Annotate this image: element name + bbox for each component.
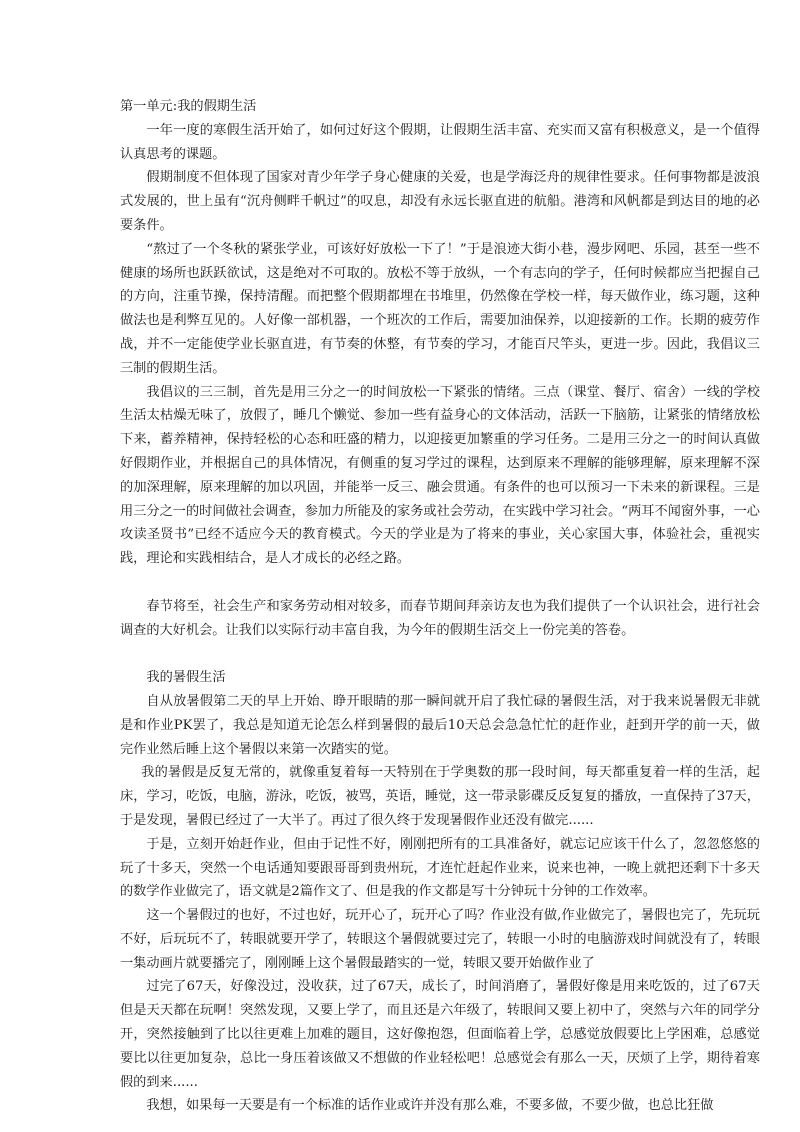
paragraph: 假期制度不但体现了国家对青少年学子身心健康的关爱，也是学海泛舟的规律性要求。任何事物都是波浪式发展的，世上虽有“沉舟侧畔千帆过”的叹息，却没有永远长驱直进的航船。港湾和风帆都是到达目的地的必要条件。 <box>120 170 760 233</box>
paragraph: 我倡议的三三制，首先是用三分之一的时间放松一下紧张的情绪。三点（课堂、餐厅、宿舍）一线的学校生活太枯燥无味了，放假了，睡几个懒觉、参加一些有益身心的文体活动，活跃一下脑筋，让紧张的情绪放松下来，蓄养精神，保持轻松的心态和旺盛的精力，以迎接更加繁重的学习任务。二是用三分之一的时间认真做好假期作业，并根据自己的具体情况，有侧重的复习学过的课程，达到原来不理解的能够理解，原来理解不深的加深理解，原来理解的加以巩固，并能举一反三、融会贯通。有条件的也可以预习一下未来的新课程。三是用三分之一的时间做社会调查，参加力所能及的家务或社会劳动，在实践中学习社会。“两耳不闻窗外事，一心攻读圣贤书”已经不适应今天的教育模式。今天的学业是为了将来的事业，关心家国大事，体验社会，重视实践，理论和实践相结合，是人才成长的必经之路。 <box>120 384 760 567</box>
paragraph: 过完了67天，好像没过，没收获，过了67天，成长了，时间消磨了，暑假好像是用来吃饭的，过了67天但是天天都在玩啊！突然发现，又要上学了，而且还是六年级了，转眼间又要上初中了，突然与六年的同学分开，突然接触到了比以往更难上加难的题目，这好像抱怨，但面临着上学，总感觉放假要比上学困难，总感觉要比以往更加复杂，总比一身压着该做又不想做的作业轻松吧！总感觉会有那么一天，厌烦了上学，期待着寒假的到来...... <box>120 979 760 1090</box>
paragraph: 春节将至，社会生产和家务劳动相对较多，而春节期间拜亲访友也为我们提供了一个认识社会，进行社会调查的大好机会。让我们以实际行动丰富自我，为今年的假期生活交上一份完美的答卷。 <box>120 598 760 638</box>
spacer <box>120 642 760 666</box>
document-body <box>120 95 760 1118</box>
spacer <box>120 571 760 595</box>
paragraph: 我的暑假是反复无常的，就像重复着每一天特别在于学奥数的那一段时间，每天都重复着一样的生活，起床，学习，吃饭，电脑，游泳，吃饭，被骂，英语，睡觉，这一带录影碟反反复复的播放，一直保持了37天，于是发现，暑假已经过了一大半了。再过了很久终于发现暑假作业还没有做完...... <box>120 765 760 828</box>
paragraph: “熬过了一个冬秋的紧张学业，可该好好放松一下了！”于是浪迹大街小巷，漫步网吧、乐园，甚至一些不健康的场所也跃跃欲试，这是绝对不可取的。放松不等于放纵，一个有志向的学子，任何时候都应当把握自己的方向，注重节操，保持清醒。而把整个假期都埋在书堆里，仍然像在学校一样，每天做作业，练习题，这种做法也是利弊互见的。人好像一部机器，一个班次的工作后，需要加油保养，以迎接新的工作。长期的疲劳作战，并不一定能使学业长驱直进，有节奏的休整，有节奏的学习，才能百尺竿头，更进一步。因此，我倡议三三制的假期生活。 <box>120 241 760 376</box>
paragraph: 这一个暑假过的也好，不过也好，玩开心了，玩开心了吗？作业没有做,作业做完了，暑假也完了，先玩玩不好，后玩玩不了，转眼就要开学了，转眼这个暑假就要过完了，转眼一小时的电脑游戏时间就没有了，转眼一集动画片就要播完了，刚刚睡上这个暑假最踏实的一觉，转眼又要开始做作业了 <box>120 908 760 971</box>
paragraph: 一年一度的寒假生活开始了，如何过好这个假期，让假期生活丰富、充实而又富有积极意义，是一个值得认真思考的课题。 <box>120 122 760 162</box>
paragraph: 我想，如果每一天要是有一个标准的话作业或许并没有那么难，不要多做，不要少做，也总比狂做 <box>146 1098 714 1114</box>
section-title: 我的暑假生活 <box>146 670 226 686</box>
unit-title: 第一单元:我的假期生活 <box>120 99 257 114</box>
paragraph: 自从放暑假第二天的早上开始、睁开眼睛的那一瞬间就开启了我忙碌的暑假生活，对于我来说暑假无非就是和作业PK罢了，我总是知道无论怎么样到暑假的最后10天总会急急忙忙的赶作业，赶到开学的前一天，做完作业然后睡上这个暑假以来第一次踏实的觉。 <box>120 693 760 757</box>
paragraph: 于是，立刻开始赶作业，但由于记性不好，刚刚把所有的工具准备好，就忘记应该干什么了，忽忽悠悠的玩了十多天，突然一个电话通知要跟哥哥到贵州玩，才连忙赶起作业来，说来也神，一晚上就把还剩下十多天的数学作业做完了，语文就是2篇作文了、但是我的作文都是写十分钟玩十分钟的工作效率。 <box>120 836 760 900</box>
